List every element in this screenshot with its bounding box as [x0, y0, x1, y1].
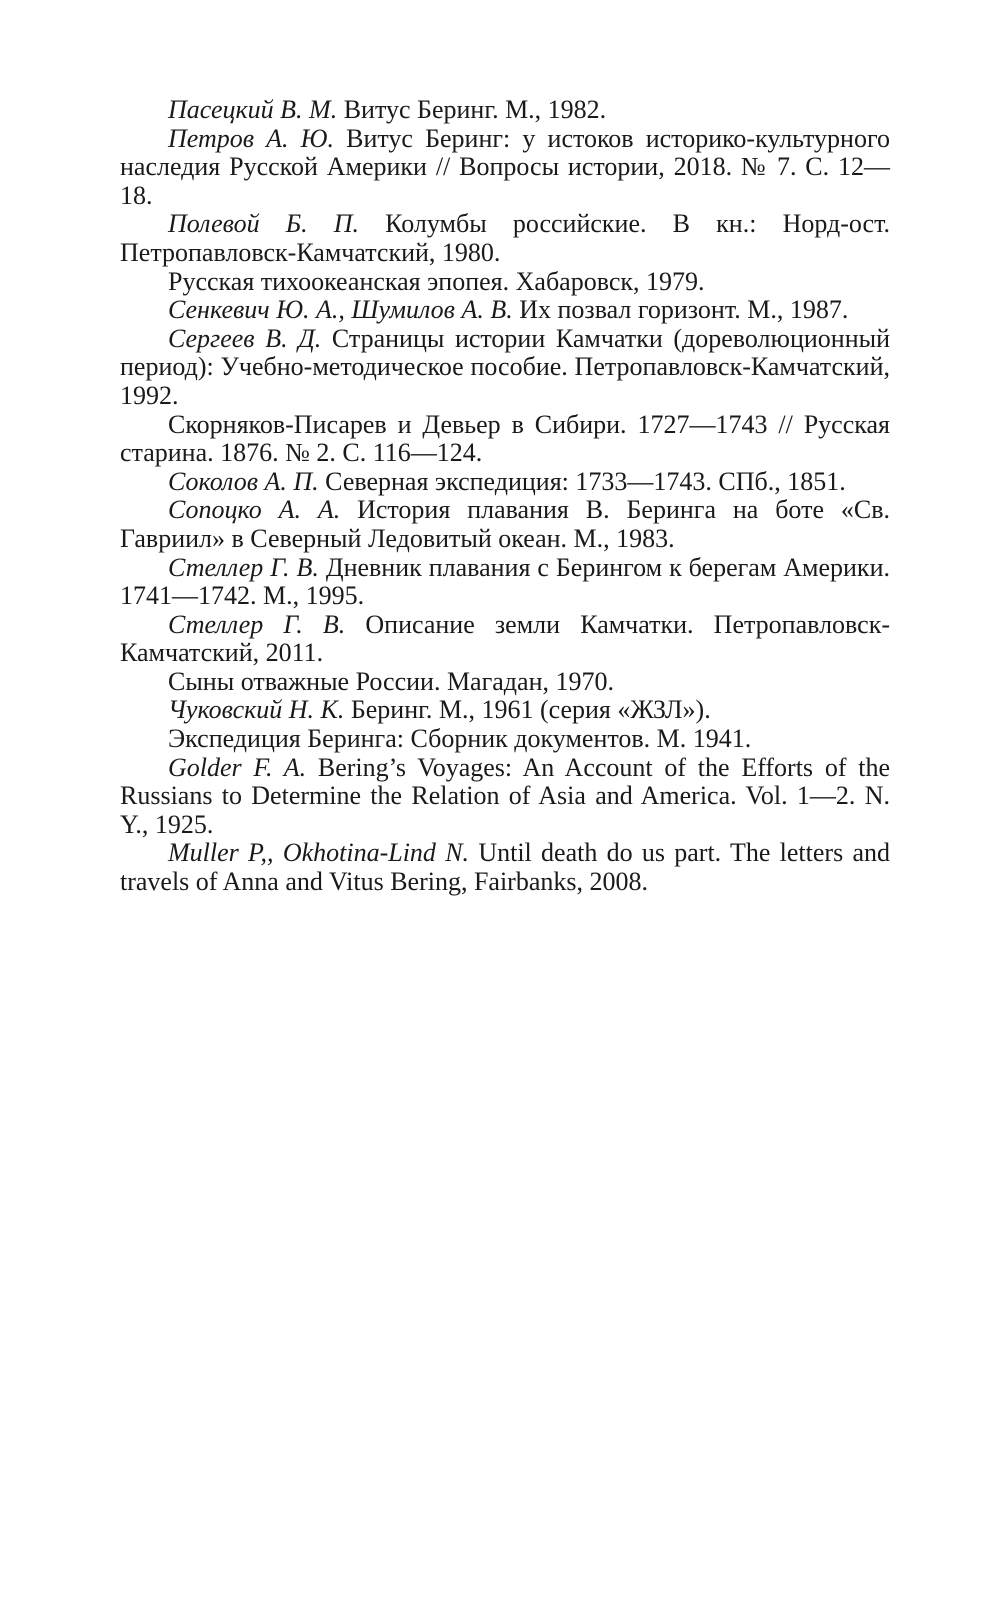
bibliography-entry	[120, 468, 890, 497]
entry-text: Страницы истории Камчатки (дореволюционный период): Учебно-методическое пособие. Петропавловск-Камчатский, 1992.	[120, 323, 890, 410]
entry-text: Сыны отважные России. Магадан, 1970.	[168, 666, 614, 696]
entry-author: Сопоцко А. А.	[168, 495, 341, 525]
bibliography-entry	[120, 554, 890, 611]
entry-text: История плавания В. Беринга на боте «Св. Гавриил» в Северный Ледовитый океан. М., 1983.	[120, 495, 890, 553]
entry-author: Пасецкий В. М.	[168, 95, 338, 124]
entry-text: Витус Беринг. М., 1982.	[337, 95, 607, 124]
bibliography-entry	[120, 725, 890, 754]
entry-text: Витус Беринг: у истоков историко-культурного наследия Русской Америки // Вопросы истории, 2018. № 7. С. 12—18.	[120, 123, 890, 210]
bibliography-entry	[120, 96, 890, 125]
entry-author: Muller P,, Okhotina-Lind N.	[168, 838, 470, 868]
entry-text: Bering’s Voyages: An Account of the Efforts of the Russians to Determine the Relation of Asia and America. Vol. 1—2. N. Y., 1925.	[120, 752, 890, 839]
entry-text: Колумбы российские. В кн.: Норд-ост. Петропавловск-Камчатский, 1980.	[120, 209, 890, 267]
entry-text: Их позвал горизонт. М., 1987.	[512, 295, 849, 325]
bibliography-entry	[120, 496, 890, 553]
entry-text: Северная экспедиция: 1733—1743. СПб., 1851.	[318, 466, 846, 496]
entry-text: Экспедиция Беринга: Сборник документов. М. 1941.	[168, 724, 752, 754]
entry-author: Соколов А. П.	[168, 466, 319, 496]
bibliography-list	[120, 96, 890, 897]
entry-text: Беринг. М., 1961 (серия «ЖЗЛ»).	[344, 695, 711, 725]
entry-text: Дневник плавания с Берингом к берегам Америки. 1741—1742. М., 1995.	[120, 552, 890, 611]
entry-author: Чуковский Н. К.	[168, 695, 345, 725]
bibliography-entry	[120, 696, 890, 725]
bibliography-entry	[120, 210, 890, 267]
bibliography-entry	[120, 325, 890, 411]
entry-author: Полевой Б. П.	[168, 209, 360, 239]
bibliography-entry	[120, 268, 890, 297]
bibliography-entry	[120, 668, 890, 697]
entry-author: Сенкевич Ю. А., Шумилов А. В.	[168, 295, 513, 325]
bibliography-entry	[120, 754, 890, 840]
entry-author: Петров А. Ю.	[168, 123, 335, 153]
entry-author: Стеллер Г. В.	[168, 552, 319, 582]
bibliography-entry	[120, 411, 890, 468]
bibliography-entry	[120, 839, 890, 896]
entry-text: Скорняков-Писарев и Девьер в Сибири. 1727—1743 // Русская старина. 1876. № 2. С. 116—124.	[120, 409, 890, 468]
entry-author: Стеллер Г. В.	[168, 609, 346, 639]
entry-text: Русская тихоокеанская эпопея. Хабаровск, 1979.	[168, 266, 705, 296]
bibliography-entry	[120, 296, 890, 325]
entry-author: Сергеев В. Д.	[168, 323, 322, 353]
entry-text: Until death do us part. The letters and travels of Anna and Vitus Bering, Fairbanks, 2008.	[120, 838, 890, 897]
bibliography-entry	[120, 611, 890, 668]
entry-text: Описание земли Камчатки. Петропавловск-Камчатский, 2011.	[120, 609, 890, 668]
bibliography-entry	[120, 125, 890, 211]
entry-author: Golder F. A.	[168, 752, 307, 782]
